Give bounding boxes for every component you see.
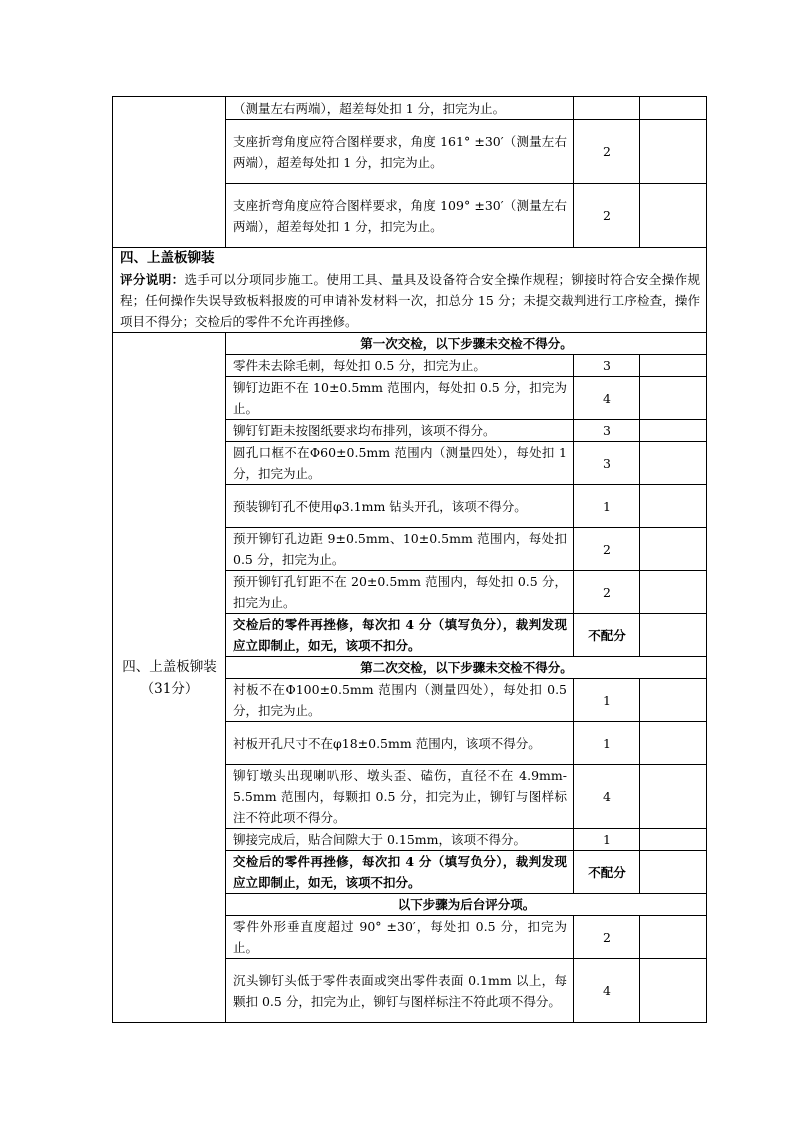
deduction-cell: [640, 679, 707, 722]
score-cell: 2: [574, 916, 640, 959]
score-cell: [574, 97, 640, 120]
deduction-cell: [640, 829, 707, 851]
deduction-cell: [640, 571, 707, 614]
score-cell: 4: [574, 377, 640, 420]
deduction-cell: [640, 355, 707, 377]
criterion-text: 铆钉钉距未按图纸要求均布排列，该项不得分。: [226, 420, 574, 442]
score-cell: 1: [574, 829, 640, 851]
deduction-cell: [640, 420, 707, 442]
scoring-table: [112, 96, 707, 1023]
score-cell: 2: [574, 120, 640, 184]
score-cell: 1: [574, 722, 640, 765]
criterion-text: 交检后的零件再挫修，每次扣 4 分（填写负分），裁判发现应立即制止，如无，该项不扣分。: [226, 614, 574, 657]
deduction-cell: [640, 442, 707, 485]
deduction-cell: [640, 97, 707, 120]
criterion-text: （测量左右两端），超差每处扣 1 分，扣完为止。: [226, 97, 574, 120]
deduction-cell: [640, 916, 707, 959]
note-text: 选手可以分项同步施工。使用工具、量具及设备符合安全操作规程；铆接时符合安全操作规程；任何操作失误导致板料报废的可申请补发材料一次，扣总分 15 分；未提交裁判进行工序检查，操作项目不得分；交检后的零件不允许再挫修。: [120, 272, 700, 329]
step-header: 以下步骤为后台评分项。: [226, 894, 707, 916]
score-cell: 2: [574, 184, 640, 248]
score-cell: 1: [574, 485, 640, 528]
score-cell: 不配分: [574, 614, 640, 657]
criterion-text: 衬板开孔尺寸不在φ18±0.5mm 范围内，该项不得分。: [226, 722, 574, 765]
criterion-text: 预装铆钉孔不使用φ3.1mm 钻头开孔，该项不得分。: [226, 485, 574, 528]
score-cell: 1: [574, 679, 640, 722]
step-header: 第一次交检，以下步骤未交检不得分。: [226, 333, 707, 355]
score-cell: 3: [574, 442, 640, 485]
criterion-text: 支座折弯角度应符合图样要求，角度 109° ±30′（测量左右两端），超差每处扣 1 分，扣完为止。: [226, 184, 574, 248]
criterion-text: 零件未去除毛刺，每处扣 0.5 分，扣完为止。: [226, 355, 574, 377]
criterion-text: 支座折弯角度应符合图样要求，角度 161° ±30′（测量左右两端），超差每处扣 1 分，扣完为止。: [226, 120, 574, 184]
criterion-text: 圆孔口框不在Φ60±0.5mm 范围内（测量四处），每处扣 1 分，扣完为止。: [226, 442, 574, 485]
category-cell-previous: [113, 97, 226, 248]
deduction-cell: [640, 120, 707, 184]
score-cell: 4: [574, 959, 640, 1023]
criterion-text: 预开铆钉孔钉距不在 20±0.5mm 范围内，每处扣 0.5 分，扣完为止。: [226, 571, 574, 614]
deduction-cell: [640, 184, 707, 248]
criterion-text: 铆钉边距不在 10±0.5mm 范围内，每处扣 0.5 分，扣完为止。: [226, 377, 574, 420]
score-cell: 4: [574, 765, 640, 829]
step-header: 第二次交检，以下步骤未交检不得分。: [226, 657, 707, 679]
section-header: [113, 248, 707, 333]
note-label: 评分说明：: [120, 272, 185, 287]
criterion-text: 衬板不在Φ100±0.5mm 范围内（测量四处），每处扣 0.5 分，扣完为止。: [226, 679, 574, 722]
deduction-cell: [640, 528, 707, 571]
score-cell: 3: [574, 355, 640, 377]
deduction-cell: [640, 959, 707, 1023]
deduction-cell: [640, 851, 707, 894]
criterion-text: 预开铆钉孔边距 9±0.5mm、10±0.5mm 范围内，每处扣 0.5 分，扣完为止。: [226, 528, 574, 571]
deduction-cell: [640, 722, 707, 765]
deduction-cell: [640, 765, 707, 829]
criterion-text: 交检后的零件再挫修，每次扣 4 分（填写负分），裁判发现应立即制止，如无，该项不扣分。: [226, 851, 574, 894]
score-cell: 2: [574, 528, 640, 571]
criterion-text: 铆钉墩头出现喇叭形、墩头歪、磕伤，直径不在 4.9mm-5.5mm 范围内，每颗扣 0.5 分，扣完为止，铆钉与图样标注不符此项不得分。: [226, 765, 574, 829]
score-cell: 不配分: [574, 851, 640, 894]
deduction-cell: [640, 614, 707, 657]
criterion-text: 铆接完成后，贴合间隙大于 0.15mm，该项不得分。: [226, 829, 574, 851]
category-name: 四、上盖板铆装: [122, 658, 217, 675]
scoring-note: [120, 269, 700, 332]
score-cell: 2: [574, 571, 640, 614]
criterion-text: 零件外形垂直度超过 90° ±30′，每处扣 0.5 分，扣完为止。: [226, 916, 574, 959]
category-cell: [113, 333, 226, 1023]
deduction-cell: [640, 377, 707, 420]
section-title: 四、上盖板铆装: [120, 250, 215, 266]
deduction-cell: [640, 485, 707, 528]
category-points: （31分）: [140, 680, 199, 697]
criterion-text: 沉头铆钉头低于零件表面或突出零件表面 0.1mm 以上，每颗扣 0.5 分，扣完为止，铆钉与图样标注不符此项不得分。: [226, 959, 574, 1023]
score-cell: 3: [574, 420, 640, 442]
